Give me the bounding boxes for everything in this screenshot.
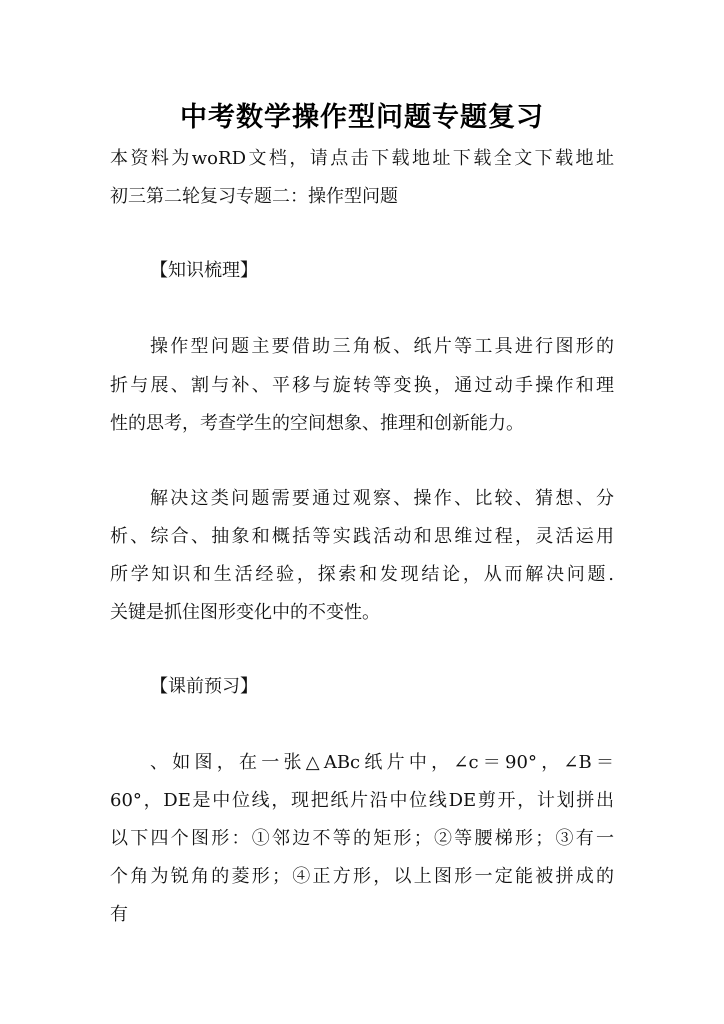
paragraph-line: 关键是抓住图形变化中的不变性。 — [110, 602, 380, 623]
section-heading-preview: 【课前预习】 — [150, 676, 258, 697]
question-line: 、如图，在一张△ABc纸片中，∠c＝90°，∠B＝ — [150, 752, 614, 773]
section-heading-knowledge: 【知识梳理】 — [150, 260, 258, 281]
paragraph-line: 操作型问题主要借助三角板、纸片等工具进行图形的 — [150, 336, 614, 357]
paragraph-line: 折与展、割与补、平移与旋转等变换，通过动手操作和理 — [110, 375, 614, 396]
intro-line-download-note: 本资料为woRD文档，请点击下载地址下载全文下载地址 — [110, 148, 614, 169]
question-line: 以下四个图形：①邻边不等的矩形；②等腰梯形；③有一 — [110, 828, 614, 849]
paragraph-line: 解决这类问题需要通过观察、操作、比较、猜想、分 — [150, 488, 614, 509]
paragraph-line: 析、综合、抽象和概括等实践活动和思维过程，灵活运用 — [110, 526, 614, 547]
document-title: 中考数学操作型问题专题复习 — [180, 102, 544, 133]
paragraph-line: 所学知识和生活经验，探索和发现结论，从而解决问题. — [110, 564, 614, 585]
question-line: 个角为锐角的菱形；④正方形，以上图形一定能被拼成的 — [110, 866, 614, 887]
intro-line-subtitle: 初三第二轮复习专题二：操作型问题 — [110, 186, 398, 207]
question-line: 有 — [110, 904, 128, 925]
paragraph-line: 性的思考，考查学生的空间想象、推理和创新能力。 — [110, 413, 524, 434]
question-line: 60°，DE是中位线，现把纸片沿中位线DE剪开，计划拼出 — [110, 790, 614, 811]
